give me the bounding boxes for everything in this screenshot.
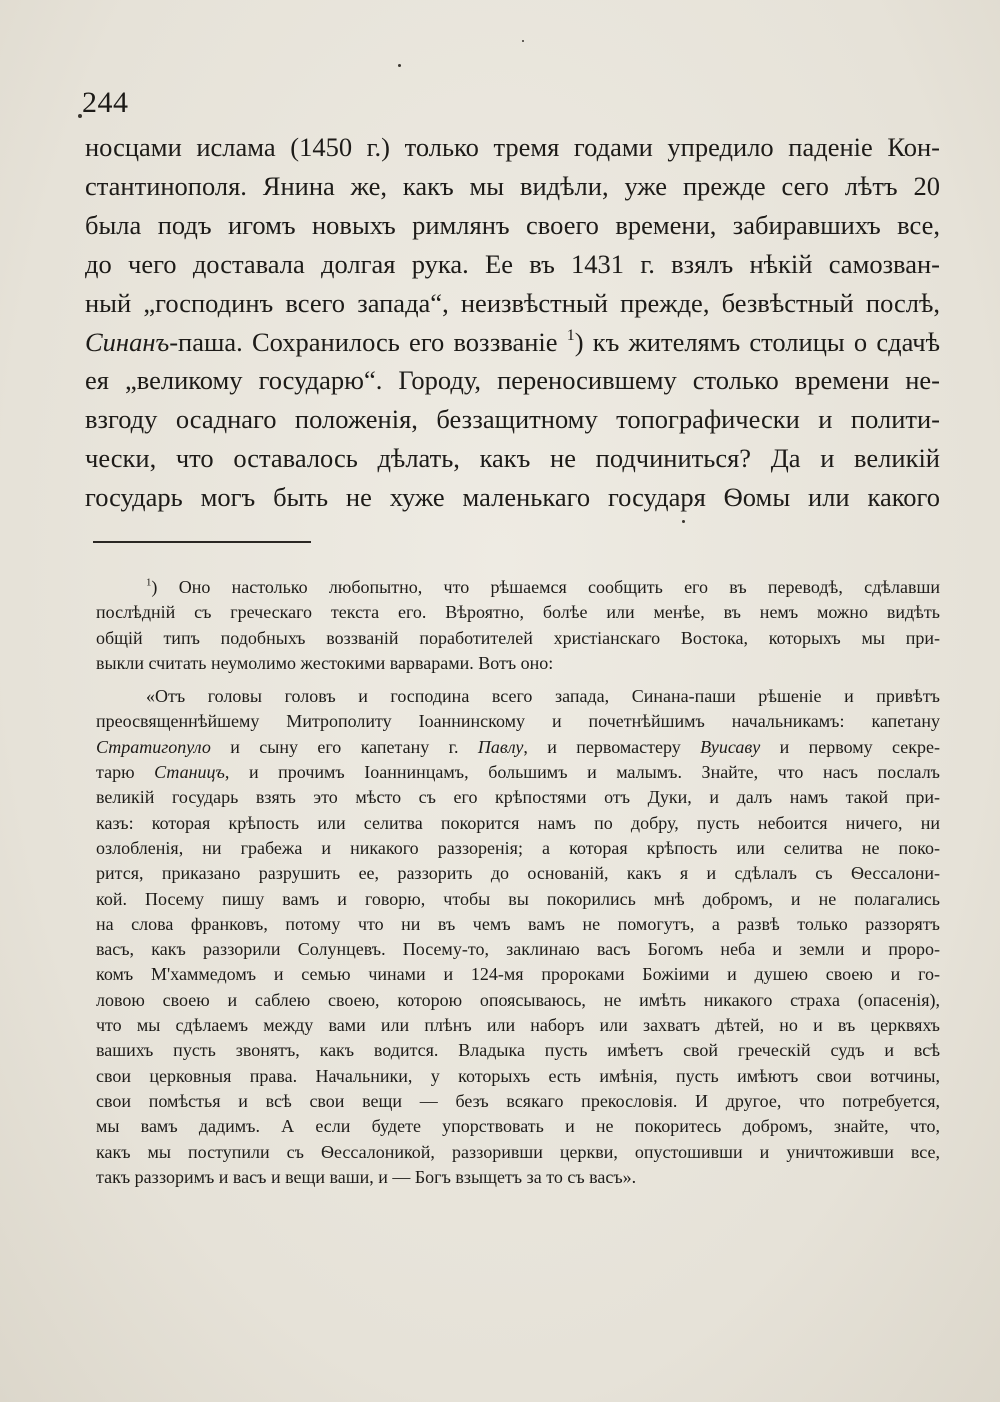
quote-line-6: казъ: которая крѣпость или селитва покорится намъ по добру, пусть небоится ничего, ни [96,812,940,833]
main-line-2: стантинополя. Янина же, какъ мы видѣли, уже прежде сего лѣтъ 20 [85,170,940,201]
quote-line-12: комъ М'хаммедомъ и семью чинами и 124-мя пророками Божіими и душею своею и го- [96,964,940,985]
quote-line-18: мы вамъ дадимъ. А если будете упорствовать и не покоритесь добромъ, знайте, что, [96,1116,940,1137]
quote-line-16: свои церковныя права. Начальники, у которыхъ есть имѣнія, пусть имѣютъ свои вотчины, [96,1065,940,1086]
quote-name-strategopulo: Стратигопуло [96,736,211,757]
scan-speck [398,64,401,67]
scan-speck [522,40,524,42]
main-line-3: была подъ игомъ новыхъ римлянъ своего времени, забиравшихъ все, [85,209,940,240]
quote-line-14: что мы сдѣлаемъ между вами или плѣнъ или наборъ или захватъ дѣтей, но и въ церквяхъ [96,1015,940,1036]
footnote-1 [96,575,940,676]
quote-line-20: такъ раззоримъ и васъ и вещи ваши, и — Богъ взыщетъ за то съ васъ». [96,1166,637,1187]
main-line-5: ный „господинъ всего запада“, неизвѣстный прежде, безвѣстный послѣ, [85,287,940,318]
main-line-6-part-b: ) къ жителямъ столицы о сдачѣ [574,326,940,357]
main-line-7: ея „великому государю“. Городу, переносившему столько времени не- [85,365,940,396]
quote-line-9: кой. Посему пишу вамъ и говорю, чтобы вы покорились мнѣ добромъ, и не полагались [96,888,940,909]
quote-line-17: свои помѣстья и всѣ свои вещи — безъ всякаго прекословія. И другое, что потребуется, [96,1090,940,1111]
main-line-4: до чего доставала долгая рука. Ее въ 1431 г. взялъ нѣкій самозван- [85,248,940,279]
quote-line-19: какъ мы поступили съ Ѳессалоникой, раззоривши церкви, опустошивши и уничтоживши все, [96,1141,940,1162]
quote-line-3: Стратигопуло и сыну его капетану г. Павлу, и первомастеру Вуисаву и первому секре- [96,736,940,757]
footnote-1-line-1: $^1$) Оно настолько любопытно, что рѣшаемся сообщить его въ переводѣ, сдѣлавши [146,576,940,597]
page-number: 244 [82,86,129,119]
quote-line-5: великій государь взять это мѣсто съ его крѣпостями отъ Дуки, и далъ намъ такой при- [96,787,940,808]
footnotes [96,575,940,1190]
main-line-1: носцами ислама (1450 г.) только тремя годами упредило паденіе Кон- [85,132,940,162]
main-line-6-part-a: -паша. Сохранилось его воззваніе [169,326,567,357]
quote-name-stanits: Станицъ [154,762,225,783]
quote-line-4: тарю Станицъ, и прочимъ Іоаннинцамъ, большимъ и малымъ. Знайте, что насъ послалъ [96,762,940,783]
main-line-6 [85,323,940,362]
quote-line-2: преосвященнѣйшему Митрополиту Іоаннинскому и почетнѣйшимъ начальникамъ: капетану [96,711,940,732]
quote-line-8: рится, приказано разрушить ее, раззорить до основаній, какъ я и сдѣлалъ съ Ѳессалони- [96,863,940,884]
quote-line-10: на слова франковъ, потому что ни въ чемъ вамъ не помогутъ, а развѣ только раззорятъ [96,913,940,934]
quote-name-vuisavu: Вуисаву [700,736,761,757]
footnote-1-marker: 1 [146,576,152,589]
scan-speck [682,520,685,523]
main-line-6-italic-name: Синанъ [85,326,170,357]
main-line-9: чески, что оставалось дѣлать, какъ не подчиниться? Да и великій [85,443,940,474]
main-text [85,128,940,517]
quote-line-1: «Отъ головы головъ и господина всего запада, Синана-паши рѣшеніе и привѣтъ [146,686,940,707]
main-line-8: взгоду осаднаго положенія, беззащитному топографически и полити- [85,404,940,435]
main-line-10: государь могъ быть не хуже маленькаго государя Ѳомы или какого [85,482,940,513]
scan-speck [78,114,82,118]
footnote-1-line-2: послѣдній съ греческаго текста его. Вѣроятно, болѣе или менѣе, въ немъ можно видѣть [96,602,940,623]
quote-line-13: ловою своею и саблею своею, которою опоясываюсь, не имѣть никакого страха (опасенія), [96,989,940,1010]
footnote-divider [93,541,311,543]
quote-line-15: вашихъ пусть звонятъ, какъ водится. Владыка пусть имѣетъ свой греческій судъ и всѣ [96,1040,940,1061]
quote-line-11: васъ, какъ раззорили Солунцевъ. Посему-то, заклинаю васъ Богомъ неба и земли и проро- [96,939,940,960]
quote-name-pavlu: Павлу [477,736,524,757]
footnote-1-line-3: общій типъ подобныхъ воззваній поработителей христіанскаго Востока, которыхъ мы при- [96,627,940,648]
footnote-quote [96,684,940,1190]
footnote-1-line-4: выкли считать неумолимо жестокими варварами. Вотъ оно: [96,652,554,673]
quote-line-7: озлобленія, ни грабежа и никакого раззоренія; а которая крѣпость или селитва не поко- [96,837,940,858]
footnote-reference: 1 [566,326,575,344]
